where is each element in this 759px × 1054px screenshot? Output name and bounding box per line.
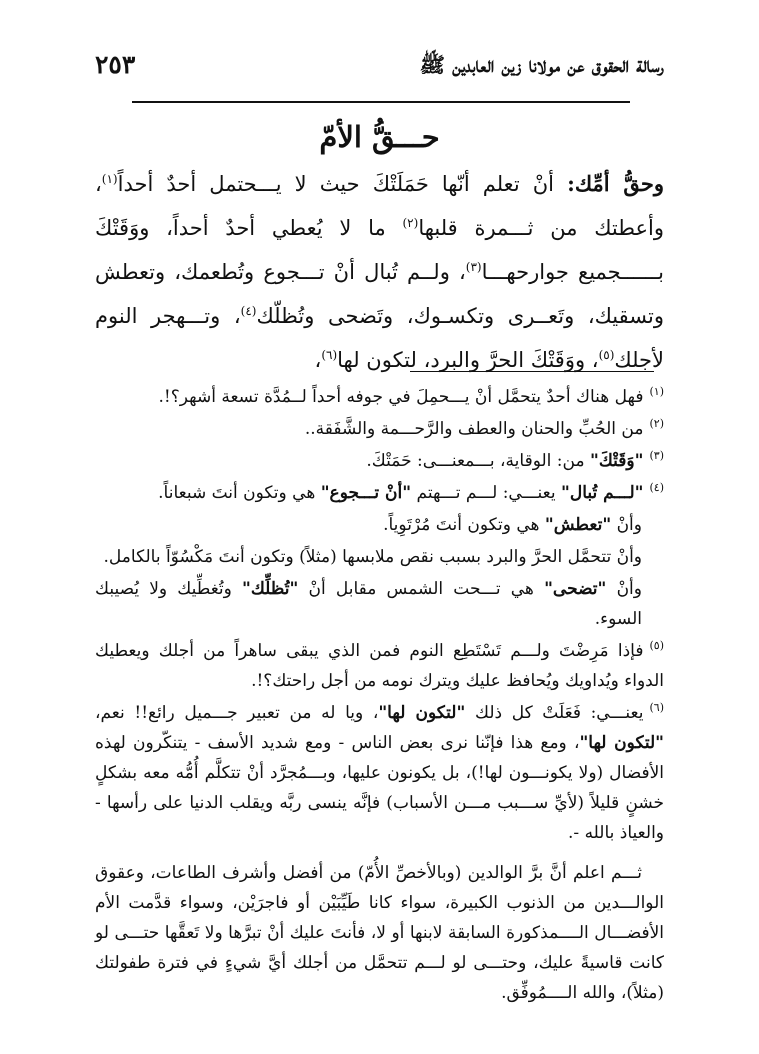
body-segment: ما لا يُعطي أحدٌ أحداً، ووَقَتْكَ بــــــجميع جوارحهـــا [95, 216, 664, 284]
footnote-text: وأنْ [606, 579, 642, 599]
page-number: ٢٥٣ [95, 50, 136, 79]
footnote-closing-paragraph: ثـــم اعلم أنَّ برَّ الوالدين (وبالأخصِّ الأُمّ) من أفضل وأشرف الطاعات، وعقوق الوالـــدين من الذنوب الكبيرة، سواء كانا طَيِّبَيْن أو فاجرَيْن، وسواء قدَّمت الأم الأفضـــال الــــمذكورة السابقة لابنها أو لا، فأنتَ عليك أنْ تبرَّها ولا تَعقَّها حتـــى لو كانت قاسيةً عليك، وحتـــى لو لـــم تتحمَّل من أجلك أيَّ شيءٍ في فترة طفولتك (مثلاً)، والله الــــمُوفِّق. [95, 863, 664, 1003]
footnote-1 [95, 382, 664, 412]
footnote-text: هي تـــحت الشمس مقابل أنْ [298, 579, 545, 599]
footnote-text: هي وتكون أنتَ مُرْتَوِياً. [383, 515, 545, 535]
footnote-6 [95, 698, 664, 848]
body-segment: أنْ تعلم أنّها حَمَلَتْكَ حيث لا يـــحتمل أحدٌ أحداً [117, 172, 568, 196]
footnote-number: (٣) [649, 449, 664, 463]
footnote-ref[interactable]: (٢) [402, 216, 419, 230]
body-segment: ، وتـــهجر النوم لأجلك [95, 304, 664, 372]
footnote-text: هي وتكون أنتَ شبعاناً. [158, 483, 321, 503]
footnote-text: وأنْ [611, 515, 642, 535]
footnote-text: من: الوقاية، بـــمعنـــى: حَمَتْكَ. [366, 451, 590, 471]
lead-term: وحقُّ أمِّك: [567, 171, 664, 196]
footnote-number: (٦) [649, 701, 664, 715]
footnote-ref[interactable]: (٦) [321, 348, 338, 362]
footnote-number: (١) [649, 385, 664, 399]
footnote-number: (٤) [649, 481, 664, 495]
footnote-term: "لتكون لها" [579, 733, 664, 753]
footnote-3 [95, 446, 664, 476]
footnote-5 [95, 636, 664, 696]
footnote-term: "لـــم تُبال" [561, 483, 644, 503]
running-title: رسالة الحقوق عن مولانا زين العابدين ﷺ [419, 52, 664, 77]
footnote-text: ، ويا له من تعبير جـــميل رائع!! نعم، [95, 703, 379, 723]
footnote-term: "أنْ تـــجوع" [320, 483, 412, 503]
footnote-term: "تضحى" [544, 579, 607, 599]
section-title: حـــقُّ الأمّ [319, 120, 440, 154]
header-divider [132, 101, 630, 103]
body-segment: ، ووَقَتْكَ الحرَّ والبرد، لتكون لها [337, 348, 599, 372]
footnote-term: "لتكون لها" [378, 703, 466, 723]
main-paragraph [95, 162, 664, 382]
footnote-ref[interactable]: (٥) [598, 348, 615, 362]
footnote-text: فإذا مَرِضْتَ ولـــم تَسْتَطِع النوم فمن الذي يبقى ساهراً من أجلك ويعطيك الدواء ويُداويك ويُحافظ عليك ويترك نومه من أجل راحتك؟!. [95, 641, 664, 691]
footnote-ref[interactable]: (٣) [465, 260, 482, 274]
footnote-divider [410, 371, 654, 372]
footnote-4-line-3: وأنْ تتحمَّل الحرَّ والبرد بسبب نقص ملابسها (مثلاً) وتكون أنتَ مَكْسُوّاً بالكامل. [103, 547, 642, 567]
footnote-4-line-2 [95, 510, 642, 540]
footnote-term: "وَقَتْكَ" [589, 451, 644, 471]
footnote-4 [95, 478, 664, 508]
footnote-term: "تعطش" [544, 515, 612, 535]
footnotes-section [95, 382, 664, 1008]
footnote-2 [95, 414, 664, 444]
footnote-text: يعنـــي: لـــم تـــهتم [411, 483, 562, 503]
body-segment: ، [314, 348, 322, 372]
footnote-text: من الحُبِّ والحنان والعطف والرَّحـــمة والشَّفَقة.. [304, 419, 644, 439]
footnote-number: (٢) [649, 417, 664, 431]
footnote-text: يعنـــي: فَعَلَتْ كل ذلك [465, 703, 644, 723]
footnote-ref[interactable]: (٤) [240, 304, 257, 318]
footnote-term: "تُظلِّك" [242, 579, 299, 599]
footnote-text: فهل هناك أحدٌ يتحمَّل أنْ يـــحمِلَ في جوفه أحداً لــمُدَّة تسعة أشهر؟!. [158, 387, 644, 407]
footnote-number: (٥) [649, 639, 664, 653]
footnote-text: وتُغطِّيك ولا يُصيبك السوء. [95, 579, 642, 629]
footnote-ref[interactable]: (١) [101, 172, 118, 186]
page-header [95, 50, 664, 90]
footnote-4-line-4 [95, 574, 642, 634]
body-segment: ، ولــم تُبال أنْ تـــجوع وتُطعمك، وتعطش وتسقيك، وتَعــرى وتكسـوك، وتَضحى وتُظلّك [95, 260, 664, 328]
footnote-text: ، ومع هذا فإنّنا نرى بعض الناس - ومع شديد الأسف - يتنكّرون لهذه الأفضال (ولا يكونـــون لها!)، بل يكونون عليها، وبـــمُجرَّد أنْ تتكلَّم أُمُّه معه بشكلٍ خشنٍ قليلاً (لأيِّ ســـبب مـــن الأسباب) فإنَّه ينسى ربَّه ويقلب الدنيا على رأسها - والعياذ بالله -. [95, 733, 665, 843]
body-segment: ، وأعطتك من ثـــمرة قلبها [95, 172, 665, 240]
